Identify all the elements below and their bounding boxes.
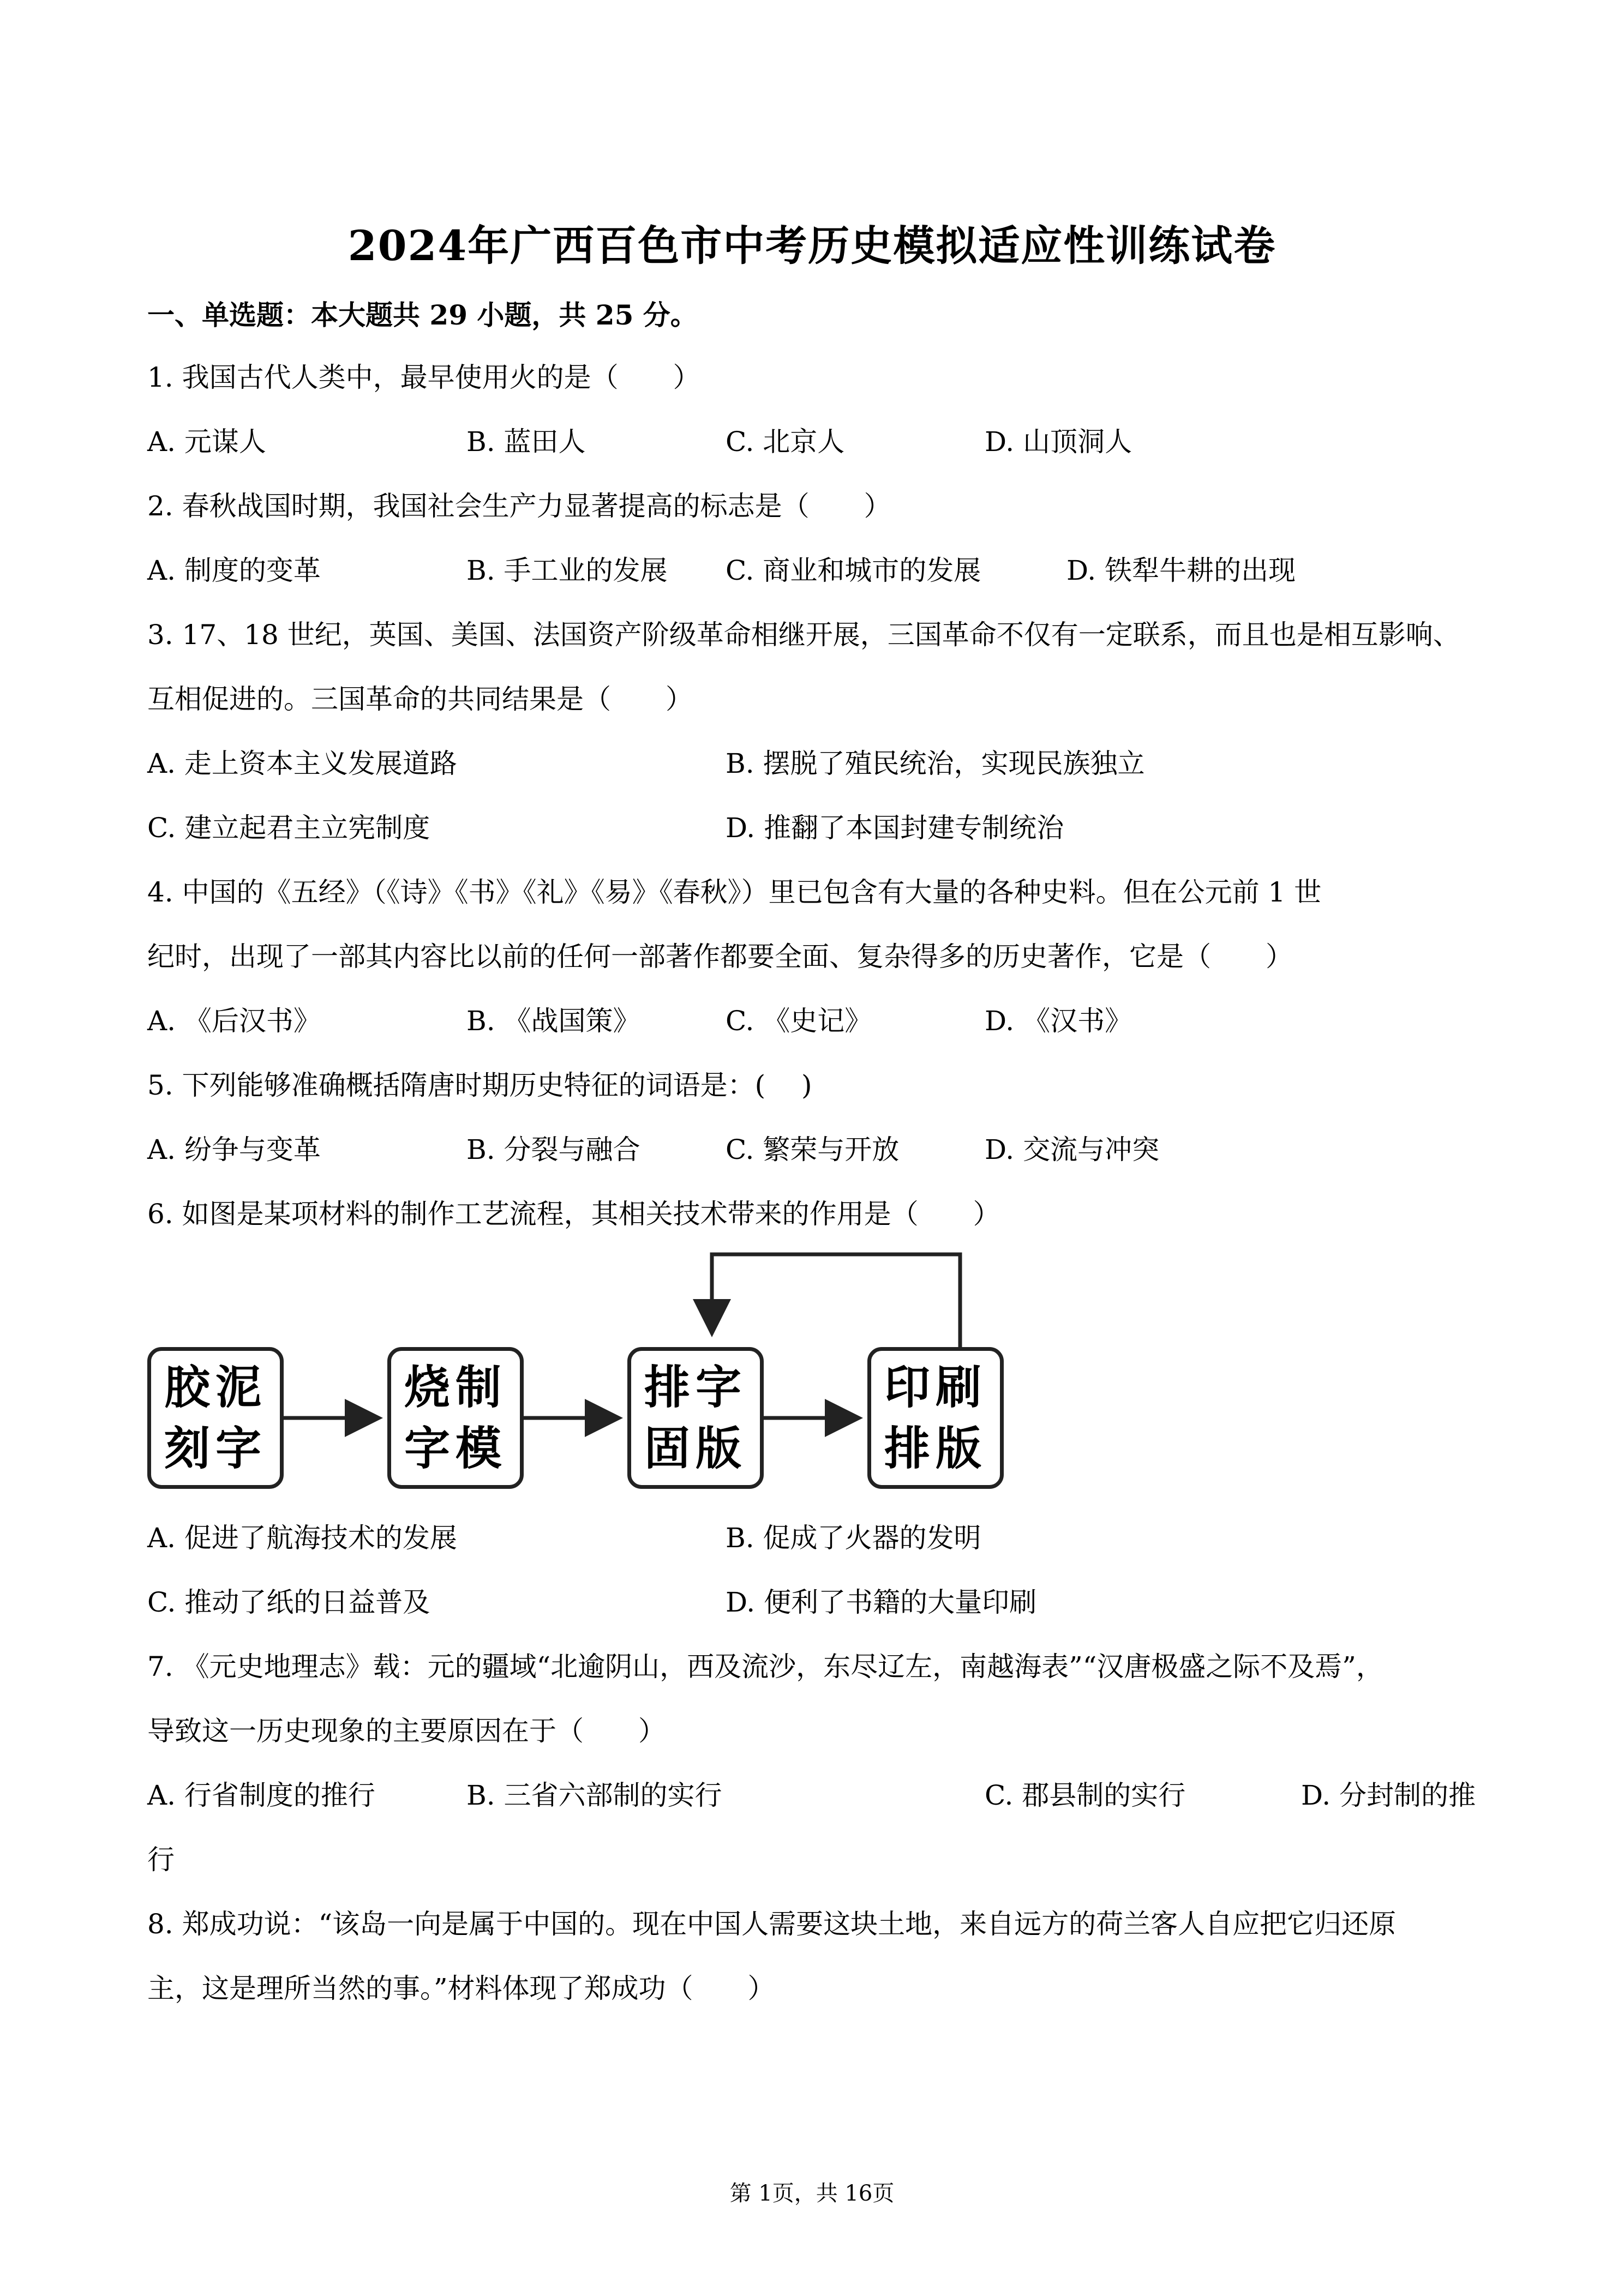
- question-6-option-a[interactable]: A. 促进了航海技术的发展: [147, 1522, 457, 1554]
- question-4-stem-line-1: 4. 中国的《五经》（《诗》《书》《礼》《易》《春秋》）里已包含有大量的各种史料。但在公元前 1 世: [147, 876, 1322, 908]
- movable-type-process-diagram: [147, 1246, 1031, 1508]
- question-7-stem-line-2: 导致这一历史现象的主要原因在于（ ）: [147, 1715, 666, 1747]
- question-1-option-d[interactable]: D. 山顶洞人: [985, 426, 1132, 458]
- question-1-option-c[interactable]: C. 北京人: [726, 426, 845, 458]
- section-heading: 一、单选题：本大题共 29 小题，共 25 分。: [147, 299, 698, 331]
- question-7-stem-line-1: 7. 《元史地理志》载：元的疆域“北逾阴山，西及流沙，东尽辽左，南越海表”“汉唐极盛之际不及焉”，: [147, 1651, 1383, 1682]
- question-7-option-d[interactable]: D. 分封制的推: [1301, 1780, 1476, 1811]
- question-2-option-c[interactable]: C. 商业和城市的发展: [726, 555, 981, 586]
- question-6-option-c[interactable]: C. 推动了纸的日益普及: [147, 1586, 430, 1618]
- step-2-line-2: 字模: [404, 1422, 507, 1475]
- question-7-option-a[interactable]: A. 行省制度的推行: [147, 1780, 375, 1811]
- step-1-line-1: 胶泥: [164, 1361, 267, 1414]
- question-6-option-d[interactable]: D. 便利了书籍的大量印刷: [726, 1586, 1037, 1618]
- question-1-stem: 1. 我国古代人类中，最早使用火的是（ ）: [147, 362, 700, 393]
- question-2-option-d[interactable]: D. 铁犁牛耕的出现: [1066, 555, 1296, 586]
- question-5-option-d[interactable]: D. 交流与冲突: [985, 1134, 1160, 1165]
- question-4-stem-line-2: 纪时，出现了一部其内容比以前的任何一部著作都要全面、复杂得多的历史著作，它是（ ）: [147, 941, 1293, 972]
- question-3-option-a[interactable]: A. 走上资本主义发展道路: [147, 748, 457, 779]
- step-arrange-type: [627, 1347, 764, 1489]
- question-7-option-b[interactable]: B. 三省六部制的实行: [466, 1780, 722, 1811]
- step-3-line-2: 固版: [644, 1422, 747, 1475]
- question-6-stem: 6. 如图是某项材料的制作工艺流程，其相关技术带来的作用是（ ）: [147, 1198, 1000, 1230]
- page-title: 2024年广西百色市中考历史模拟适应性训练试卷: [347, 221, 1277, 270]
- question-5-option-a[interactable]: A. 纷争与变革: [147, 1134, 321, 1165]
- question-4-option-c[interactable]: C. 《史记》: [726, 1005, 872, 1037]
- question-8-stem-line-1: 8. 郑成功说：“该岛一向是属于中国的。现在中国人需要这块土地，来自远方的荷兰客人自应把它归还原: [147, 1908, 1397, 1940]
- step-4-line-1: 印刷: [884, 1361, 987, 1414]
- step-1-line-2: 刻字: [164, 1422, 267, 1475]
- question-3-stem-line-2: 互相促进的。三国革命的共同结果是（ ）: [147, 683, 693, 715]
- step-print-layout: [867, 1347, 1004, 1489]
- question-8-stem-line-2: 主，这是理所当然的事。”材料体现了郑成功（ ）: [147, 1973, 775, 2004]
- question-3-stem-line-1: 3. 17、18 世纪，英国、美国、法国资产阶级革命相继开展，三国革命不仅有一定联系，而且也是相互影响、: [147, 619, 1460, 651]
- step-2-line-1: 烧制: [404, 1361, 507, 1414]
- question-3-option-b[interactable]: B. 摆脱了殖民统治，实现民族独立: [726, 748, 1145, 779]
- question-4-option-a[interactable]: A. 《后汉书》: [147, 1005, 321, 1037]
- page-footer: 第 1页，共 16页: [729, 2181, 895, 2206]
- question-5-option-b[interactable]: B. 分裂与融合: [466, 1134, 640, 1165]
- arrow-loop-back: [712, 1254, 960, 1347]
- question-5-stem: 5. 下列能够准确概括隋唐时期历史特征的词语是：( ): [147, 1069, 812, 1101]
- question-3-option-c[interactable]: C. 建立起君主立宪制度: [147, 812, 430, 844]
- question-2-option-b[interactable]: B. 手工业的发展: [466, 555, 668, 586]
- step-3-line-1: 排字: [644, 1361, 747, 1414]
- question-3-option-d[interactable]: D. 推翻了本国封建专制统治: [726, 812, 1064, 844]
- question-4-option-b[interactable]: B. 《战国策》: [466, 1005, 640, 1037]
- question-7-option-d-wrap: 行: [147, 1844, 175, 1876]
- question-6-option-b[interactable]: B. 促成了火器的发明: [726, 1522, 981, 1554]
- question-7-option-c[interactable]: C. 郡县制的实行: [985, 1780, 1186, 1811]
- step-clay-carving: [147, 1347, 284, 1489]
- step-firing-type: [387, 1347, 524, 1489]
- question-5-option-c[interactable]: C. 繁荣与开放: [726, 1134, 900, 1165]
- step-4-line-2: 排版: [884, 1422, 987, 1475]
- question-1-option-b[interactable]: B. 蓝田人: [466, 426, 586, 458]
- question-2-stem: 2. 春秋战国时期，我国社会生产力显著提高的标志是（ ）: [147, 490, 891, 522]
- question-4-option-d[interactable]: D. 《汉书》: [985, 1005, 1132, 1037]
- question-2-option-a[interactable]: A. 制度的变革: [147, 555, 321, 586]
- question-1-option-a[interactable]: A. 元谋人: [147, 426, 266, 458]
